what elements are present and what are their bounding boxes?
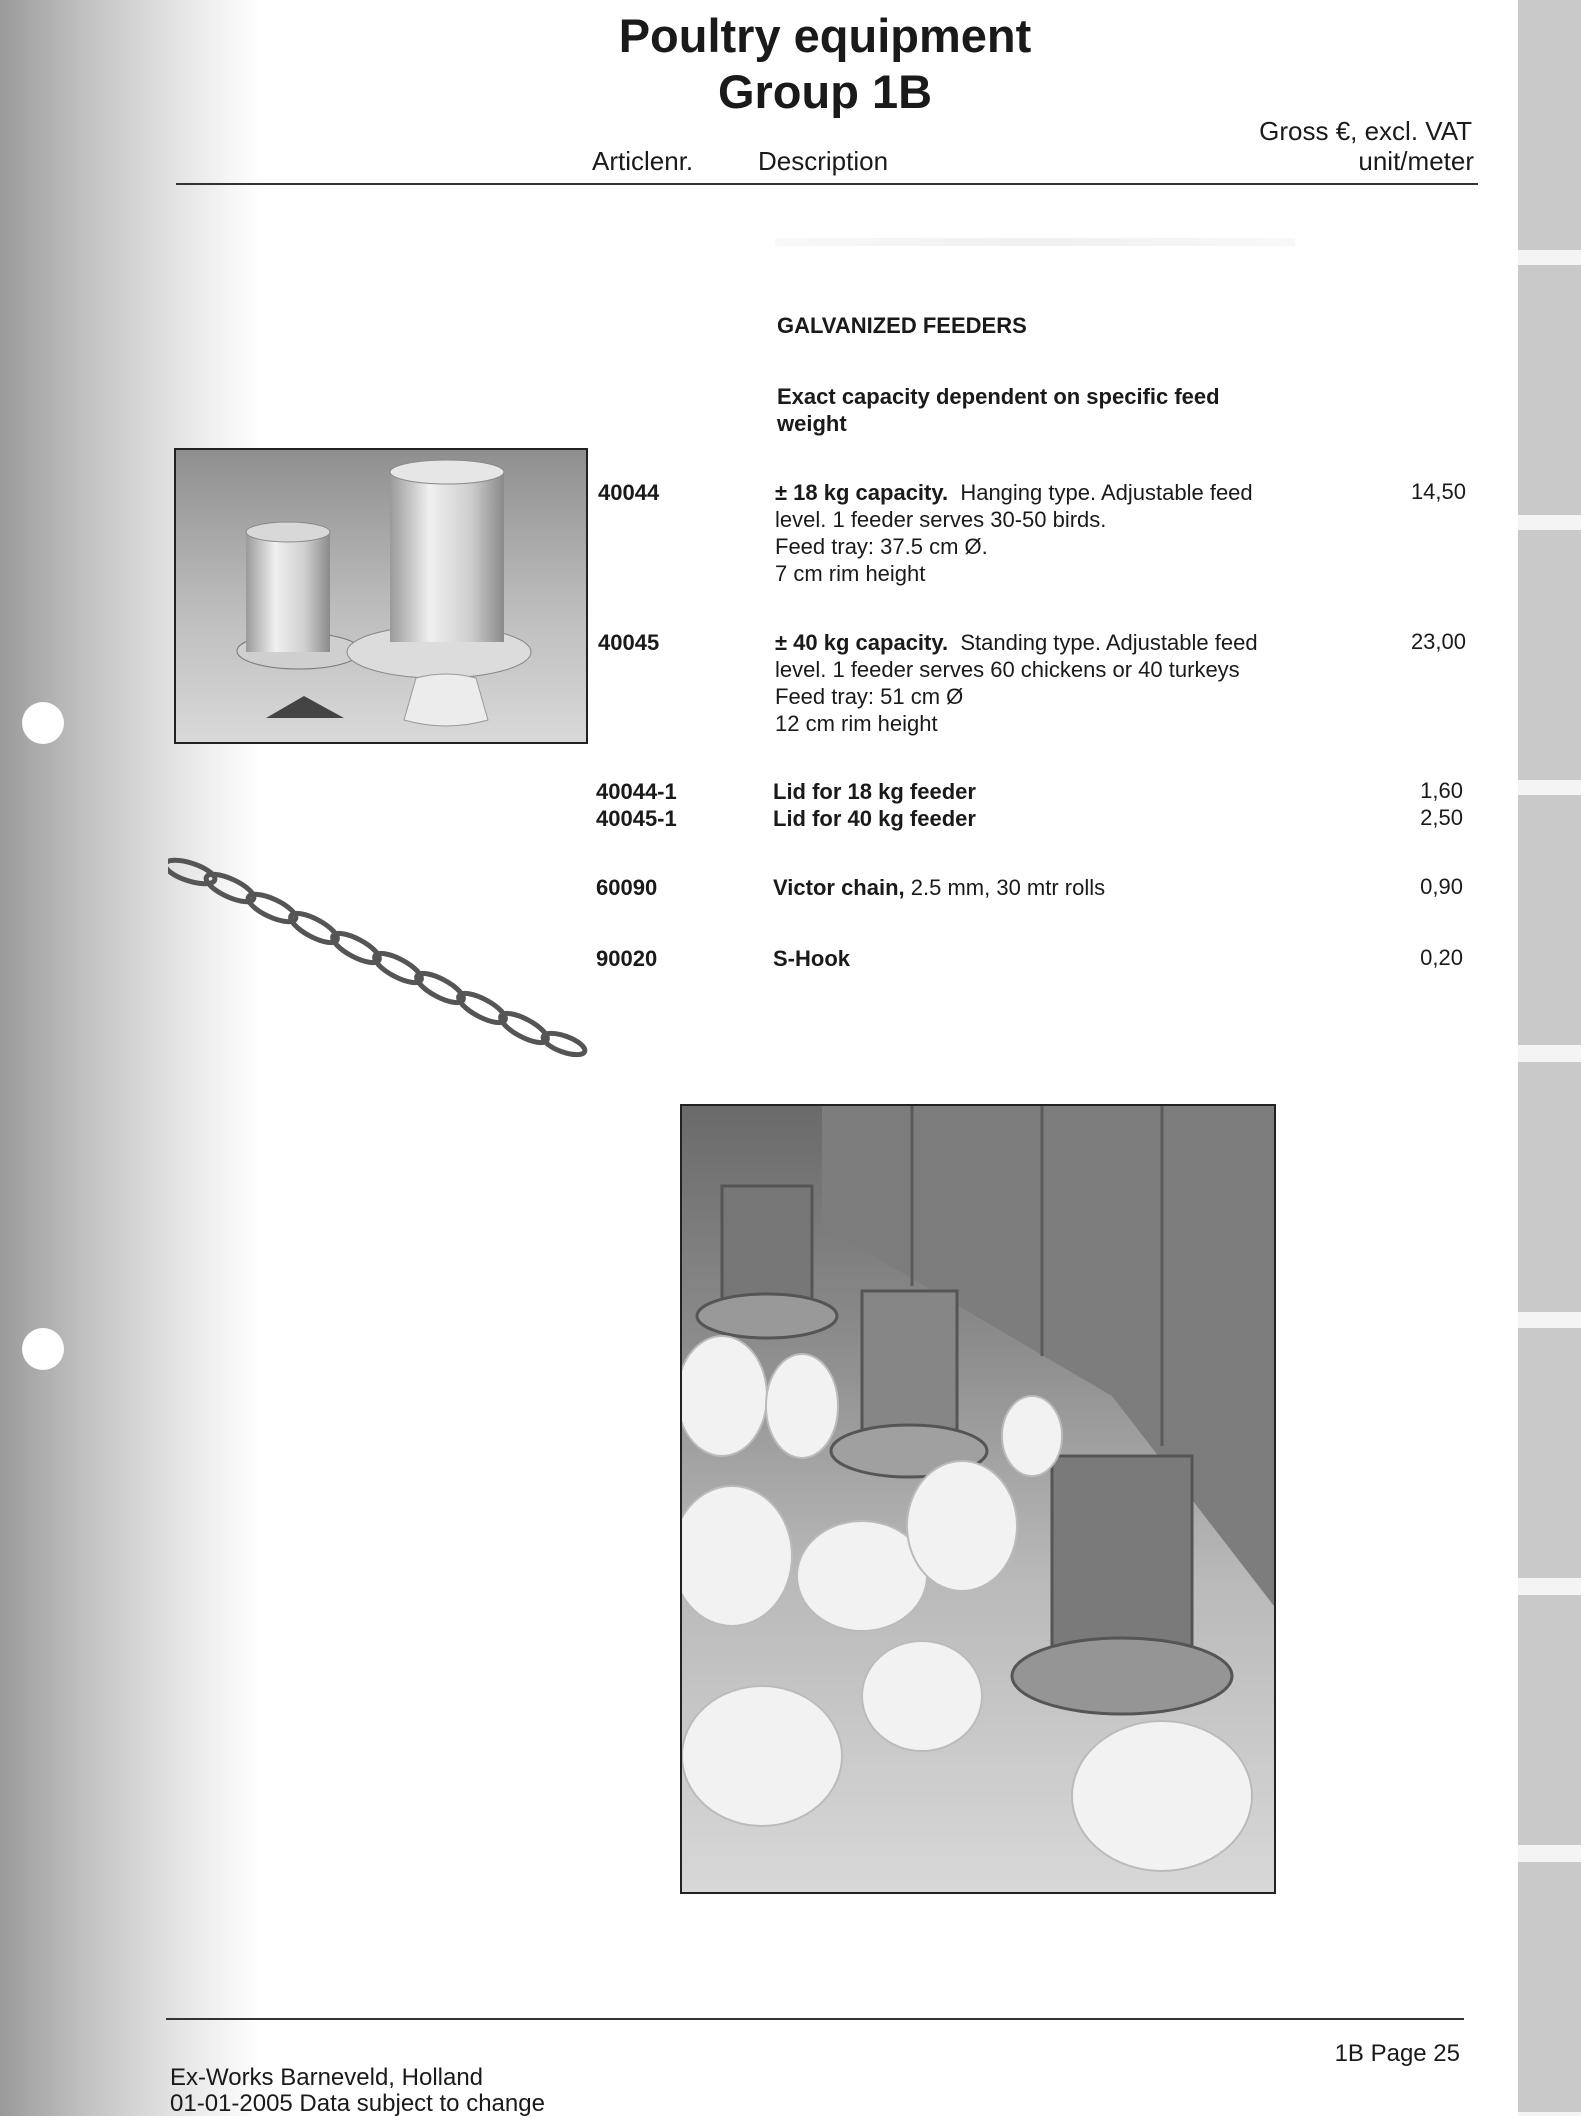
price-header-line1: Gross €, excl. VAT — [1259, 116, 1472, 146]
item-title: Lid for 40 kg feeder — [773, 806, 976, 831]
item-price: 0,20 — [1420, 945, 1463, 970]
item-price: 0,90 — [1420, 874, 1463, 899]
item-description — [775, 479, 1315, 587]
articlenr-header: Articlenr. — [592, 146, 694, 176]
item-price: 2,50 — [1420, 805, 1463, 830]
punch-hole — [22, 1328, 64, 1370]
item-description — [775, 629, 1315, 737]
feeders-product-photo — [174, 448, 588, 744]
header-rule — [176, 183, 1478, 185]
article-number: 90020 — [596, 946, 658, 971]
section-heading: GALVANIZED FEEDERS — [777, 313, 1027, 338]
chickens-feeding-photo — [680, 1104, 1276, 1894]
description-header: Description — [758, 146, 889, 176]
article-number: 40045-1 — [596, 806, 677, 831]
item-title: S-Hook — [773, 946, 850, 971]
item-price: 1,60 — [1420, 778, 1463, 803]
item-line: Feed tray: 51 cm Ø — [775, 684, 964, 709]
item-line: 7 cm rim height — [775, 561, 926, 586]
article-number: 40044-1 — [596, 779, 677, 804]
item-price: 23,00 — [1410, 629, 1466, 654]
page-title: Poultry equipment — [618, 9, 1032, 62]
article-number: 40044 — [598, 480, 660, 505]
footer-line1: Ex-Works Barneveld, Holland — [170, 2064, 484, 2091]
chickens-illustration — [682, 1106, 1274, 1892]
item-title: Victor chain, — [773, 875, 905, 900]
price-header-line2: unit/meter — [1358, 146, 1474, 176]
section-note-line1: Exact capacity dependent on specific feed — [777, 384, 1220, 409]
section-note-line2: weight — [777, 411, 847, 436]
index-tabs — [1518, 0, 1581, 2116]
footer-rule — [166, 2018, 1464, 2020]
article-number: 60090 — [596, 875, 658, 900]
item-title: Lid for 18 kg feeder — [773, 779, 976, 804]
item-line: Standing type. Adjustable feed — [960, 630, 1258, 655]
chain-illustration — [168, 848, 588, 1068]
item-line: Hanging type. Adjustable feed — [960, 480, 1253, 505]
item-line: level. 1 feeder serves 60 chickens or 40 turkeys — [775, 657, 1240, 682]
footer-line2: 01-01-2005 Data subject to change — [170, 2090, 545, 2117]
item-description — [773, 874, 1105, 901]
item-line: level. 1 feeder serves 30-50 birds. — [775, 507, 1107, 532]
page-subtitle: Group 1B — [717, 65, 933, 118]
item-detail: 2.5 mm, 30 mtr rolls — [910, 875, 1106, 900]
page-number: 1B Page 25 — [1334, 2040, 1460, 2067]
article-number: 40045 — [598, 630, 660, 655]
item-line: 12 cm rim height — [775, 711, 938, 736]
punch-hole — [22, 702, 64, 744]
item-line: Feed tray: 37.5 cm Ø. — [775, 534, 988, 559]
faint-scan-mark — [775, 238, 1295, 246]
feeders-illustration — [176, 450, 586, 742]
item-title: ± 18 kg capacity. — [775, 480, 949, 505]
item-title: ± 40 kg capacity. — [775, 630, 949, 655]
item-price: 14,50 — [1410, 479, 1466, 504]
